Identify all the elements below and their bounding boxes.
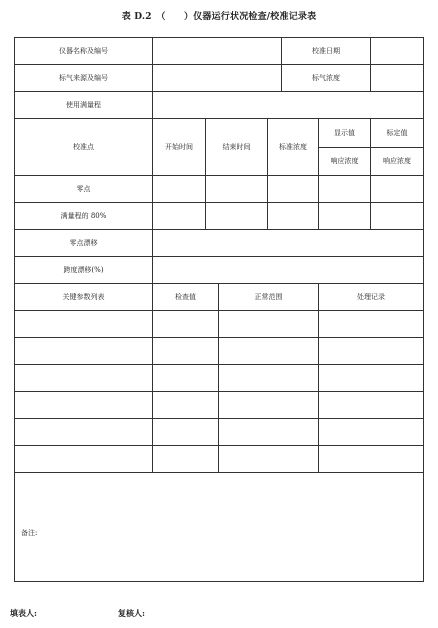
row-params-header xyxy=(15,284,424,311)
param-handling-cell[interactable] xyxy=(319,392,424,419)
row-instrument xyxy=(15,38,424,65)
param-check-cell[interactable] xyxy=(153,365,219,392)
key-params-label: 关键参数列表 xyxy=(15,284,153,311)
param-name-cell[interactable] xyxy=(15,365,153,392)
param-range-cell[interactable] xyxy=(219,446,319,473)
span-drift-cell[interactable] xyxy=(153,257,424,284)
gas-source-cell[interactable] xyxy=(153,65,282,92)
calibration-date-cell[interactable] xyxy=(371,38,424,65)
zero-std-cell[interactable] xyxy=(268,176,319,203)
row-cal-header-1 xyxy=(15,119,424,148)
zero-start-cell[interactable] xyxy=(153,176,206,203)
param-name-cell[interactable] xyxy=(15,392,153,419)
param-range-cell[interactable] xyxy=(219,338,319,365)
notes-cell[interactable] xyxy=(15,473,424,582)
param-name-cell[interactable] xyxy=(15,419,153,446)
param-row xyxy=(15,311,424,338)
range-label: 使用满量程 xyxy=(15,92,153,119)
zero-drift-cell[interactable] xyxy=(153,230,424,257)
param-range-cell[interactable] xyxy=(219,365,319,392)
param-check-cell[interactable] xyxy=(153,392,219,419)
param-handling-cell[interactable] xyxy=(319,365,424,392)
param-name-cell[interactable] xyxy=(15,446,153,473)
span80-display-cell[interactable] xyxy=(319,203,371,230)
zero-display-cell[interactable] xyxy=(319,176,371,203)
display-value-label: 显示值 xyxy=(319,119,371,148)
param-check-cell[interactable] xyxy=(153,419,219,446)
start-time-label: 开始时间 xyxy=(153,119,206,176)
param-row xyxy=(15,392,424,419)
param-range-cell[interactable] xyxy=(219,392,319,419)
span-drift-label: 跨度漂移(%) xyxy=(15,257,153,284)
response-conc-label: 响应浓度 xyxy=(319,148,371,176)
calibration-date-label: 校准日期 xyxy=(282,38,371,65)
instrument-name-cell[interactable] xyxy=(153,38,282,65)
range-cell[interactable] xyxy=(153,92,424,119)
cal-point-label: 校准点 xyxy=(15,119,153,176)
param-handling-cell[interactable] xyxy=(319,338,424,365)
zero-end-cell[interactable] xyxy=(206,176,268,203)
row-range xyxy=(15,92,424,119)
form-title: 表 D.2 （ ）仪器运行状况检查/校准记录表 xyxy=(121,12,317,22)
normal-range-label: 正常范围 xyxy=(219,284,319,311)
param-range-cell[interactable] xyxy=(219,419,319,446)
param-handling-cell[interactable] xyxy=(319,311,424,338)
record-table xyxy=(14,37,424,582)
std-conc-label: 标准浓度 xyxy=(268,119,319,176)
param-row xyxy=(15,338,424,365)
notes-label: 备注: xyxy=(21,528,38,537)
row-span80 xyxy=(15,203,424,230)
gas-concentration-cell[interactable] xyxy=(371,65,424,92)
span80-start-cell[interactable] xyxy=(153,203,206,230)
param-row xyxy=(15,365,424,392)
zero-drift-label: 零点漂移 xyxy=(15,230,153,257)
handling-label: 处理记录 xyxy=(319,284,424,311)
check-value-label: 检查值 xyxy=(153,284,219,311)
zero-calibrated-cell[interactable] xyxy=(371,176,424,203)
span80-label: 满量程的 80% xyxy=(15,203,153,230)
filled-by-label: 填表人: xyxy=(10,608,37,618)
instrument-name-label: 仪器名称及编号 xyxy=(15,38,153,65)
zero-point-label: 零点 xyxy=(15,176,153,203)
end-time-label: 结束时间 xyxy=(206,119,268,176)
span80-calibrated-cell[interactable] xyxy=(371,203,424,230)
row-notes xyxy=(15,473,424,582)
row-span-drift xyxy=(15,257,424,284)
param-name-cell[interactable] xyxy=(15,338,153,365)
calibrated-value-label: 标定值 xyxy=(371,119,424,148)
row-gas-source xyxy=(15,65,424,92)
param-handling-cell[interactable] xyxy=(319,446,424,473)
param-range-cell[interactable] xyxy=(219,311,319,338)
param-check-cell[interactable] xyxy=(153,311,219,338)
reviewed-by-label: 复核人: xyxy=(118,608,145,618)
gas-concentration-label: 标气浓度 xyxy=(282,65,371,92)
row-zero-point xyxy=(15,176,424,203)
param-check-cell[interactable] xyxy=(153,338,219,365)
param-name-cell[interactable] xyxy=(15,311,153,338)
param-handling-cell[interactable] xyxy=(319,419,424,446)
response-conc-label: 响应浓度 xyxy=(371,148,424,176)
gas-source-label: 标气来源及编号 xyxy=(15,65,153,92)
param-row xyxy=(15,419,424,446)
param-row xyxy=(15,446,424,473)
param-check-cell[interactable] xyxy=(153,446,219,473)
span80-end-cell[interactable] xyxy=(206,203,268,230)
row-zero-drift xyxy=(15,230,424,257)
span80-std-cell[interactable] xyxy=(268,203,319,230)
